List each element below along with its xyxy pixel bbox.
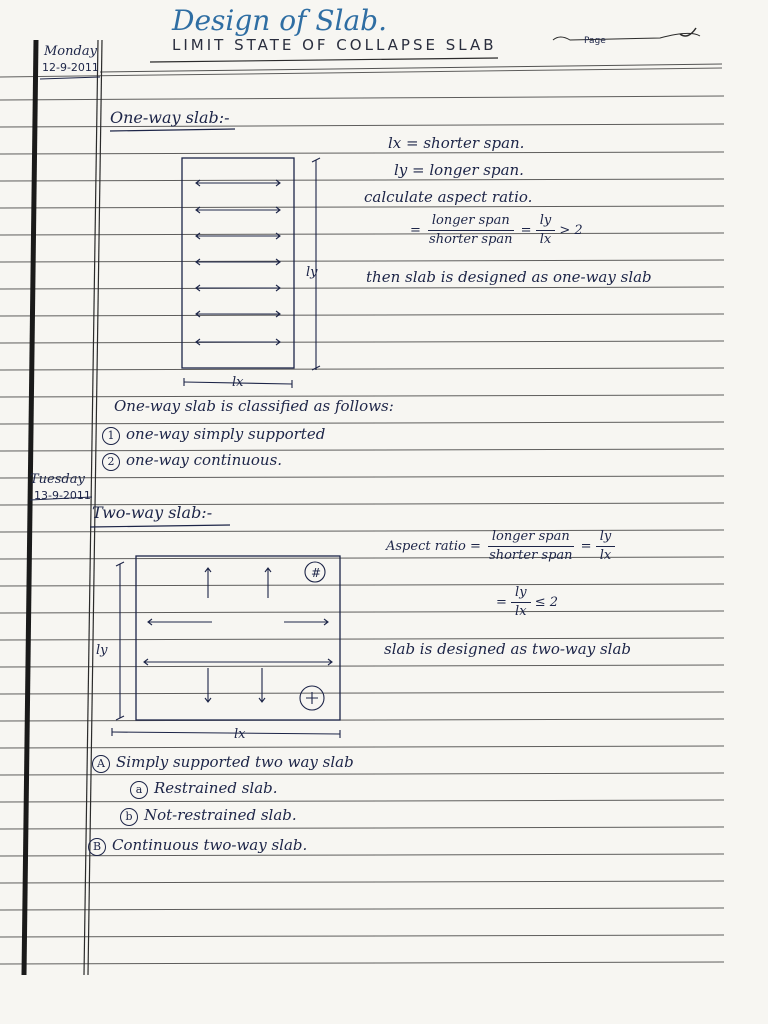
two-way-ratio2-den: lx [515, 604, 527, 619]
two-way-ratio2 [496, 584, 558, 621]
one-way-slab-diagram [170, 150, 340, 395]
ratio-fraction [425, 212, 516, 249]
two-way-ratio-den2: lx [599, 548, 612, 563]
page-title: Design of Slab. [172, 4, 387, 37]
item-marker: 2 [102, 453, 120, 471]
two-way-item-A [92, 753, 354, 773]
note-lx: lx = shorter span. [388, 134, 525, 152]
two-way-heading: Two-way slab:- [92, 503, 213, 522]
one-way-item-2 [102, 451, 282, 471]
two-way-item-a [130, 779, 278, 799]
ratio-num: longer span [428, 212, 514, 231]
ratio-cond: > 2 [559, 223, 583, 238]
one-way-ly-label: ly [306, 265, 318, 280]
note-ly: ly = longer span. [394, 161, 524, 179]
two-way-ratio2-eq: = [496, 595, 507, 610]
ratio-den2: lx [539, 232, 552, 247]
hash-mark: # [311, 566, 322, 580]
item-text: one-way continuous. [126, 451, 283, 469]
item-marker: B [88, 838, 106, 856]
two-way-ratio [386, 528, 615, 565]
header-text: LIMIT STATE OF COLLAPSE SLAB [172, 36, 497, 54]
two-way-ratio2-num: ly [511, 584, 531, 603]
ratio-eq2: = [520, 223, 532, 238]
two-way-ratio-label: Aspect ratio = [386, 539, 481, 554]
two-way-ratio-fraction [485, 528, 576, 565]
date2-date: 13-9-2011 [34, 489, 91, 502]
item-text: Continuous two-way slab. [112, 836, 308, 854]
ratio-num2: ly [536, 212, 556, 231]
one-way-heading: One-way slab:- [110, 108, 230, 127]
two-way-lx-label: lx [234, 727, 246, 742]
two-way-ratio-num: longer span [488, 528, 574, 547]
one-way-item-1 [102, 425, 325, 445]
date1-day: Monday [44, 44, 97, 59]
one-way-classified: One-way slab is classified as follows: [114, 397, 394, 415]
two-way-ratio-fraction2 [596, 528, 616, 565]
item-marker: A [92, 755, 110, 773]
date2-day: Tuesday [30, 472, 85, 487]
item-marker: 1 [102, 427, 120, 445]
two-way-ratio2-cond: ≤ 2 [534, 595, 558, 610]
one-way-lx-label: lx [232, 375, 244, 390]
two-way-ratio-den: shorter span [489, 548, 573, 563]
one-way-ratio [410, 212, 583, 249]
two-way-ratio-eq: = [580, 539, 592, 554]
note-calc: calculate aspect ratio. [364, 188, 533, 206]
ratio-eq: = [410, 223, 421, 238]
item-text: one-way simply supported [126, 425, 326, 443]
page-label: Page [584, 36, 606, 46]
ratio-den: shorter span [429, 232, 513, 247]
ratio-fraction2 [536, 212, 556, 249]
two-way-ratio-num2: ly [596, 528, 616, 547]
item-text: Restrained slab. [154, 779, 278, 797]
two-way-item-b [120, 806, 297, 826]
two-way-ly-label: ly [96, 643, 108, 658]
item-text: Not-restrained slab. [144, 806, 297, 824]
item-marker: a [130, 781, 148, 799]
one-way-conclusion: then slab is designed as one-way slab [366, 268, 652, 286]
two-way-item-B [88, 836, 307, 856]
item-marker: b [120, 808, 138, 826]
two-way-conclusion: slab is designed as two-way slab [384, 640, 631, 658]
two-way-ratio2-fraction [511, 584, 531, 621]
two-way-slab-diagram [96, 550, 350, 745]
date1-date: 12-9-2011 [42, 61, 99, 74]
item-text: Simply supported two way slab [116, 753, 354, 771]
